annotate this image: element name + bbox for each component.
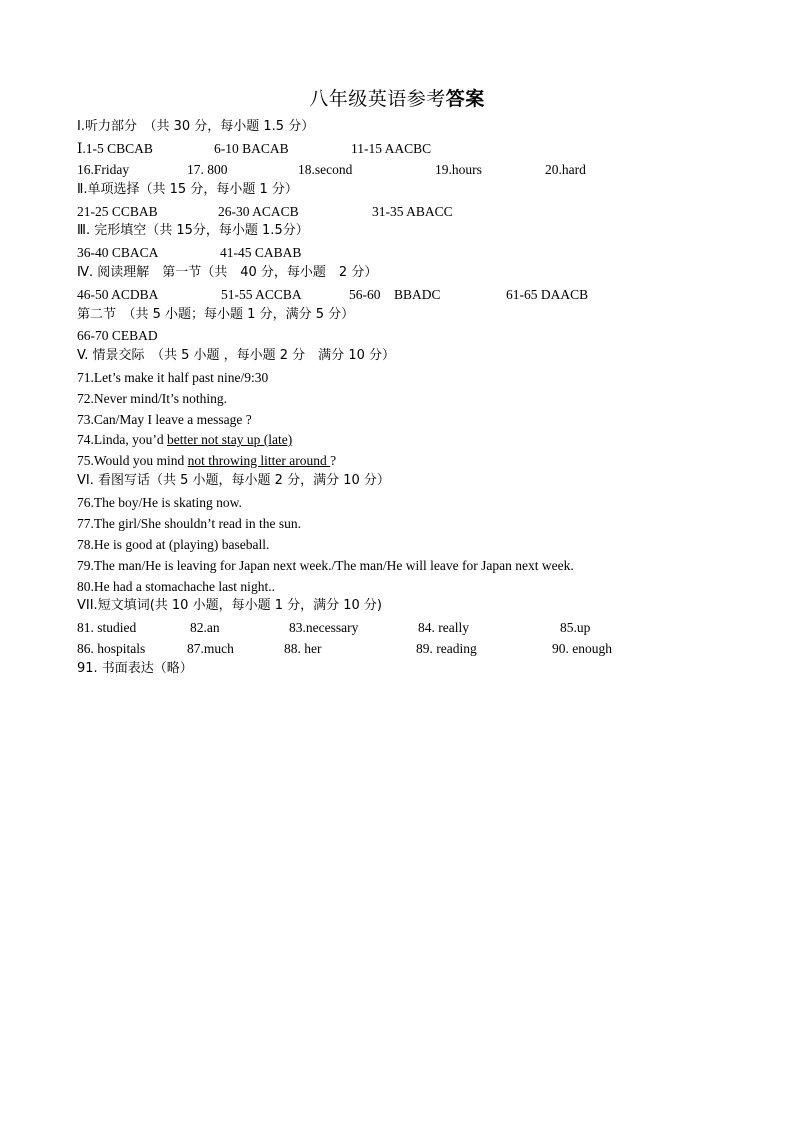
answer-item: 41-45 CABAB (220, 245, 302, 260)
answer-item: 31-35 ABACC (372, 204, 453, 219)
answer-item: 86. hospitals (77, 641, 146, 656)
answer-item: 85.up (560, 620, 591, 635)
title-bold-text: 答案 (445, 89, 485, 110)
answer-item: 18.second (298, 162, 353, 177)
answer-74-underlined: better not stay up (late) (167, 432, 293, 447)
answer-73: 73.Can/May I leave a message ? (77, 412, 252, 427)
answer-74 (77, 431, 292, 449)
answer-75 (77, 452, 336, 470)
answer-76: 76.The boy/He is skating now. (77, 495, 242, 510)
answer-item: 36-40 CBACA (77, 245, 159, 260)
section-5-heading: V. 情景交际 （共 5 小题 ，每小题 2 分 满分 10 分） (77, 348, 395, 363)
answer-75-suffix: ? (330, 453, 337, 468)
answer-item: Ⅰ.1-5 CBCAB (77, 141, 153, 156)
section-2-heading: Ⅱ.单项选择（共 15 分，每小题 1 分） (77, 182, 298, 197)
answer-item: 56-60 BBADC (349, 287, 441, 302)
answer-item: 51-55 ACCBA (221, 287, 302, 302)
answer-75-prefix: 75.Would you mind (77, 453, 188, 468)
answer-item: 6-10 BACAB (214, 141, 289, 156)
answer-item: 83.necessary (289, 620, 359, 635)
section-4-heading: Ⅳ. 阅读理解 第一节（共 40 分，每小题 2 分） (77, 265, 378, 280)
answer-item: 46-50 ACDBA (77, 287, 159, 302)
answer-item: 82.an (190, 620, 220, 635)
answer-item: 19.hours (435, 162, 482, 177)
section-3-heading: Ⅲ. 完形填空（共 15分，每小题 1.5分） (77, 223, 309, 238)
answer-item: 81. studied (77, 620, 137, 635)
answer-72: 72.Never mind/It’s nothing. (77, 391, 227, 406)
answer-item: 90. enough (552, 641, 612, 656)
answer-79: 79.The man/He is leaving for Japan next week./The man/He will leave for Japan next week. (77, 558, 574, 573)
answer-item: 84. really (418, 620, 469, 635)
answer-item: 26-30 ACACB (218, 204, 299, 219)
answer-item: 87.much (187, 641, 234, 656)
section-1-heading: Ⅰ.听力部分 （共 30 分，每小题 1.5 分） (77, 119, 315, 134)
answer-item: 61-65 DAACB (506, 287, 589, 302)
answer-78: 78.He is good at (playing) baseball. (77, 537, 270, 552)
page-title (0, 84, 794, 111)
answer-item: 11-15 AACBC (351, 141, 432, 156)
section-8-heading: 91. 书面表达（略） (77, 661, 193, 676)
answer-71: 71.Let’s make it half past nine/9:30 (77, 370, 269, 385)
answer-75-underlined: not throwing litter around (187, 453, 331, 468)
section-6-heading: VI. 看图写话（共 5 小题，每小题 2 分，满分 10 分） (77, 473, 390, 488)
section-4-subheading: 第二节 （共 5 小题；每小题 1 分，满分 5 分） (77, 307, 355, 322)
answer-74-prefix: 74.Linda, you’d (77, 432, 167, 447)
answer-80: 80.He had a stomachache last night.. (77, 579, 275, 594)
answer-item: 16.Friday (77, 162, 130, 177)
title-text: 八年级英语参考 (309, 89, 446, 110)
section-7-heading: VII.短文填词(共 10 小题，每小题 1 分，满分 10 分) (77, 598, 382, 613)
answer-item: 17. 800 (187, 162, 228, 177)
answer-item: 89. reading (416, 641, 477, 656)
section-4-row-2: 66-70 CEBAD (77, 328, 158, 343)
answer-77: 77.The girl/She shouldn’t read in the sun. (77, 516, 301, 531)
answer-item: 20.hard (545, 162, 586, 177)
answer-item: 21-25 CCBAB (77, 204, 158, 219)
answer-item: 88. her (284, 641, 322, 656)
